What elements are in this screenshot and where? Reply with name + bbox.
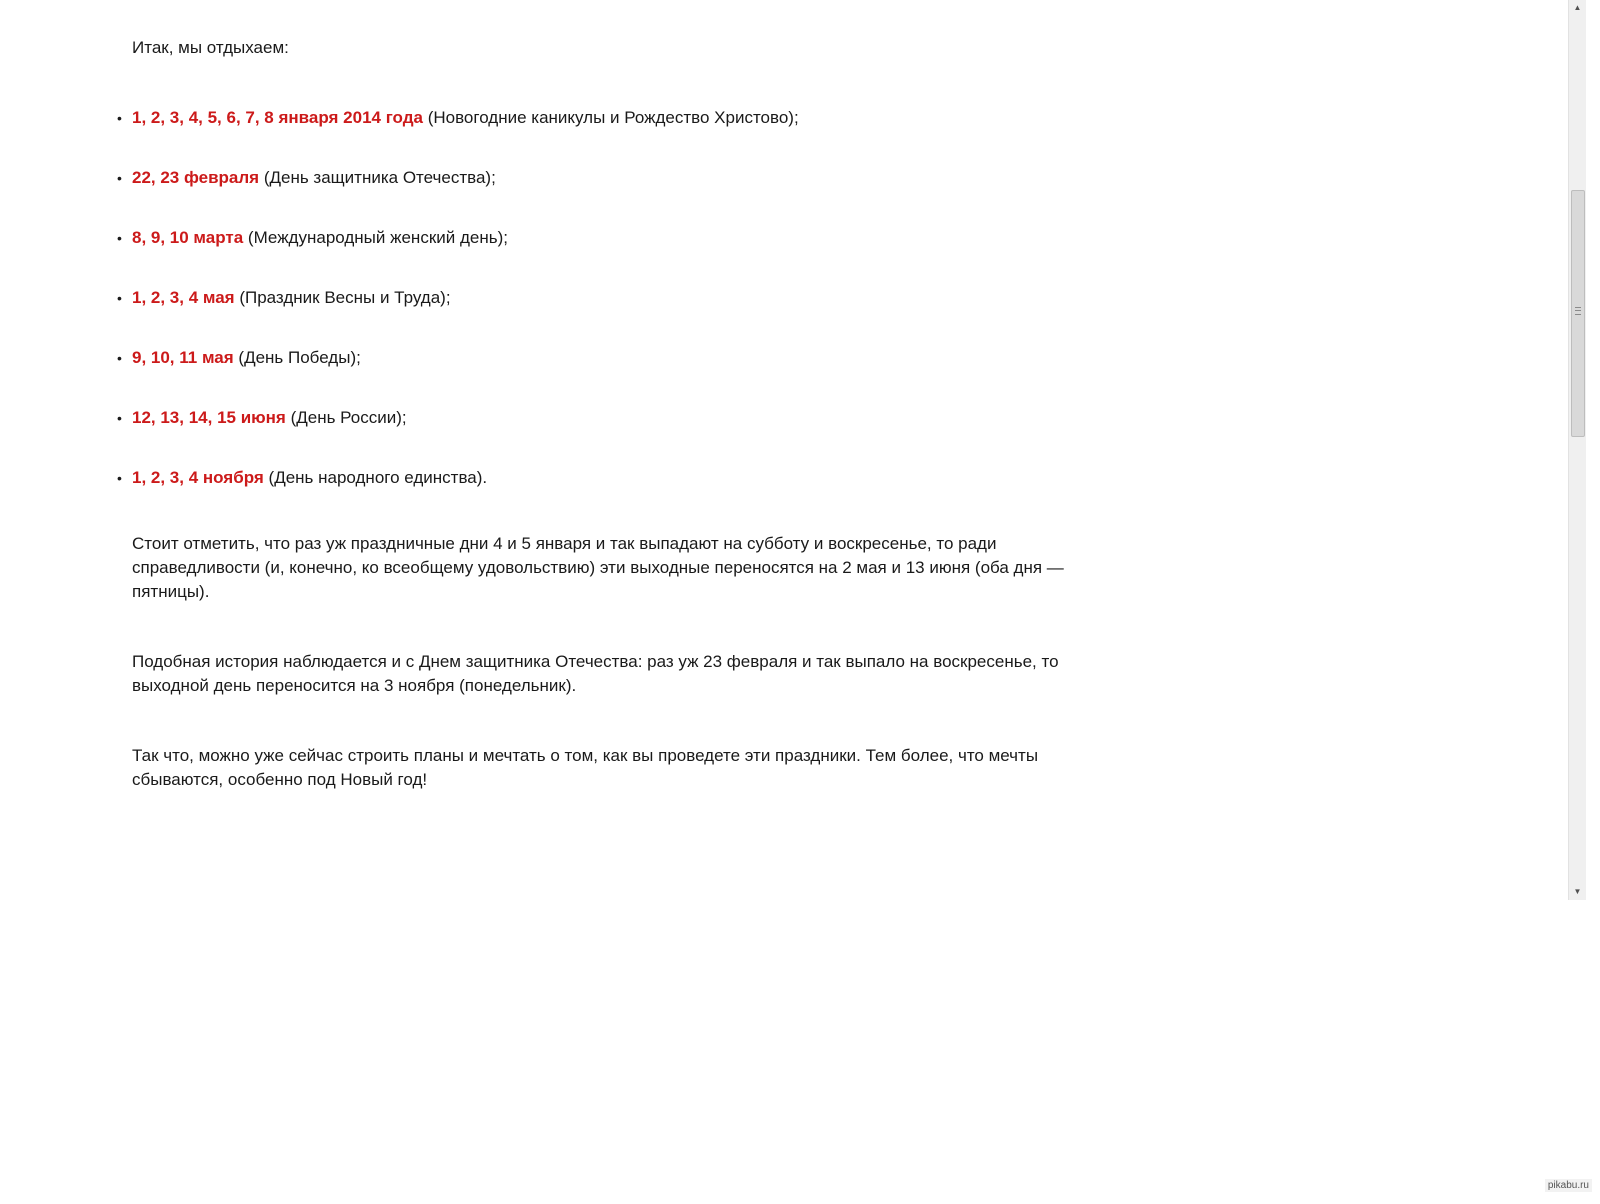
bullet-icon: • <box>117 470 122 486</box>
bullet-icon: • <box>117 110 122 126</box>
bullet-icon: • <box>117 350 122 366</box>
holiday-dates: 12, 13, 14, 15 июня <box>132 408 286 427</box>
grip-icon <box>1575 307 1581 315</box>
holiday-description: (Новогодние каникулы и Рождество Христово); <box>422 108 799 127</box>
holiday-item <box>117 106 1112 130</box>
bullet-icon: • <box>117 230 122 246</box>
holiday-dates: 1, 2, 3, 4, 5, 6, 7, 8 января 2014 года <box>132 108 423 127</box>
holiday-description: (День народного единства). <box>263 468 488 487</box>
paragraph-closing: Так что, можно уже сейчас строить планы и мечтать о том, как вы проведете эти праздники. Тем более, что мечты сбываются, особенно под Новый год! <box>132 746 1039 789</box>
holiday-item <box>117 346 1112 370</box>
holiday-description: (День Победы); <box>233 348 361 367</box>
paragraph-transfer-february: Подобная история наблюдается и с Днем защитника Отечества: раз уж 23 февраля и так выпало на воскресенье, то выходной день переносится на 3 ноября (понедельник). <box>132 652 1059 695</box>
holiday-dates: 1, 2, 3, 4 ноября <box>132 468 264 487</box>
bullet-icon: • <box>117 170 122 186</box>
watermark: pikabu.ru <box>1545 1179 1592 1192</box>
article-content <box>117 30 1112 792</box>
holiday-list <box>117 106 1112 490</box>
holiday-description: (День России); <box>285 408 407 427</box>
bullet-icon: • <box>117 290 122 306</box>
holiday-dates: 8, 9, 10 марта <box>132 228 244 247</box>
holiday-item <box>117 286 1112 310</box>
holiday-item <box>117 226 1112 250</box>
holiday-dates: 22, 23 февраля <box>132 168 260 187</box>
scroll-up-arrow-icon[interactable]: ▲ <box>1573 3 1582 12</box>
holiday-description: (День защитника Отечества); <box>259 168 496 187</box>
bullet-icon: • <box>117 410 122 426</box>
intro-text: Итак, мы отдыхаем: <box>132 38 289 57</box>
scroll-down-arrow-icon[interactable]: ▼ <box>1573 887 1582 896</box>
holiday-dates: 9, 10, 11 мая <box>132 348 234 367</box>
paragraph-transfer-january: Стоит отметить, что раз уж праздничные дни 4 и 5 января и так выпадают на субботу и воскресенье, то ради справедливости (и, конечно, ко всеобщему удовольствию) эти выходные переносятся на 2 мая и 13 июня (оба дня — пятницы). <box>132 534 1064 601</box>
holiday-item <box>117 466 1112 490</box>
holiday-item <box>117 166 1112 190</box>
holiday-dates: 1, 2, 3, 4 мая <box>132 288 235 307</box>
holiday-description: (Международный женский день); <box>243 228 508 247</box>
holiday-item <box>117 406 1112 430</box>
vertical-scrollbar[interactable] <box>1568 0 1586 900</box>
holiday-description: (Праздник Весны и Труда); <box>234 288 451 307</box>
scrollbar-thumb[interactable] <box>1571 190 1585 437</box>
